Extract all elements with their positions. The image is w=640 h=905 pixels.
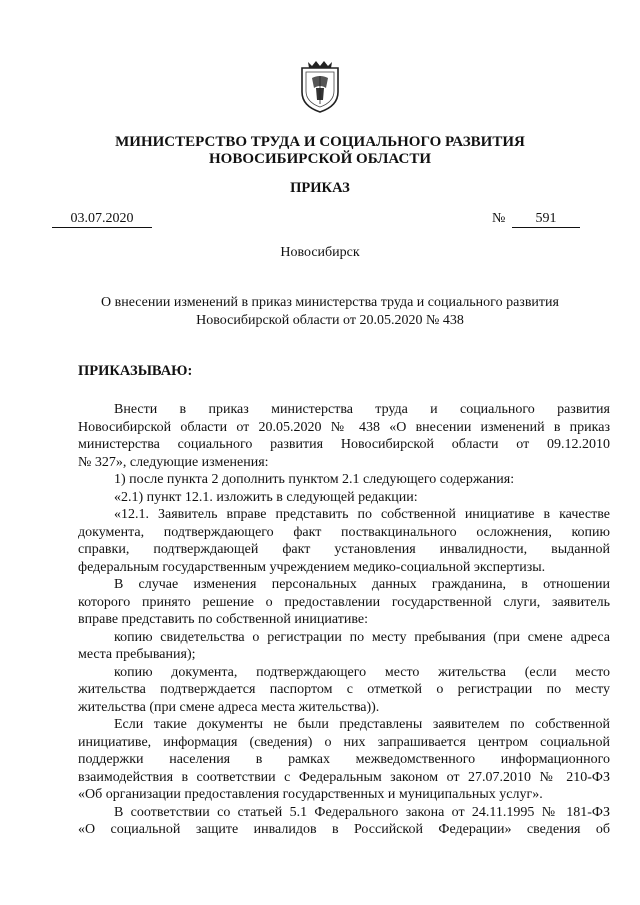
body-line: Новосибирской области от 20.05.2020 № 438 «О внесении изменений в приказ	[78, 419, 610, 435]
number-label: №	[492, 211, 506, 226]
body-line: Внести в приказ министерства труда и социального развития	[114, 402, 610, 417]
body-line: Если такие документы не были представлены заявителем по собственной	[114, 717, 610, 732]
body-line: жительства подтверждается паспортом с отметкой о регистрации по месту	[78, 682, 610, 697]
body-line: жительства (при смене адреса места жительства)).	[78, 699, 380, 715]
body-line: федеральным государственным учреждением медико-социальной экспертизы.	[78, 559, 546, 575]
body-line: «2.1) пункт 12.1. изложить в следующей редакции:	[114, 489, 418, 505]
body-line: копию документа, подтверждающего место жительства (если место	[114, 664, 610, 680]
order-directive: ПРИКАЗЫВАЮ:	[78, 363, 193, 379]
body-line: места пребывания);	[78, 647, 196, 662]
ministry-title-line1: МИНИСТЕРСТВО ТРУДА И СОЦИАЛЬНОГО РАЗВИТИЯ	[115, 134, 525, 150]
body-line: министерства социального развития Новосибирской области от 09.12.2010	[78, 437, 610, 452]
coat-of-arms-emblem	[298, 58, 342, 114]
body-line: копию свидетельства о регистрации по месту пребывания (при смене адреса	[114, 629, 610, 645]
subject-line: О внесении изменений в приказ министерства труда и социального развития	[101, 295, 559, 310]
body-line: документа, подтверждающего факт поствакцинального осложнения, копию	[78, 524, 610, 540]
order-subject	[60, 294, 600, 330]
body-line: поддержки населения в рамках межведомственного информационного	[78, 752, 610, 767]
body-line: взаимодействия в соответствии с Федеральным законом от 27.07.2010 № 210-ФЗ	[78, 769, 610, 785]
body-line: инициативе, информация (сведения) о них запрашивается центром социальной	[78, 734, 610, 750]
body-line: № 327», следующие изменения:	[78, 454, 269, 470]
order-body	[78, 401, 610, 839]
body-line: В случае изменения персональных данных гражданина, в отношении	[114, 577, 610, 592]
body-line: В соответствии со статьей 5.1 Федерального закона от 24.11.1995 № 181-ФЗ	[114, 804, 610, 820]
body-line: «О социальной защите инвалидов в Российской Федерации» сведения об	[78, 822, 610, 837]
ministry-title-line2: НОВОСИБИРСКОЙ ОБЛАСТИ	[208, 151, 432, 167]
body-line: «12.1. Заявитель вправе представить по собственной инициативе в качестве	[114, 507, 610, 522]
body-line: 1) после пункта 2 дополнить пунктом 2.1 следующего содержания:	[114, 472, 515, 487]
city-name: Новосибирск	[280, 245, 360, 260]
body-line: вправе представить по собственной инициативе:	[78, 612, 368, 627]
order-number: 591	[512, 211, 580, 228]
body-line: «Об организации предоставления государственных и муниципальных услуг».	[78, 787, 543, 802]
subject-line: Новосибирской области от 20.05.2020 № 438	[196, 313, 464, 328]
document-type: ПРИКАЗ	[290, 180, 350, 196]
body-line: справки, подтверждающей факт установления инвалидности, выданной	[78, 542, 610, 557]
body-line: которого принято решение о предоставлении государственной слуги, заявитель	[78, 594, 610, 610]
order-date: 03.07.2020	[52, 211, 152, 228]
